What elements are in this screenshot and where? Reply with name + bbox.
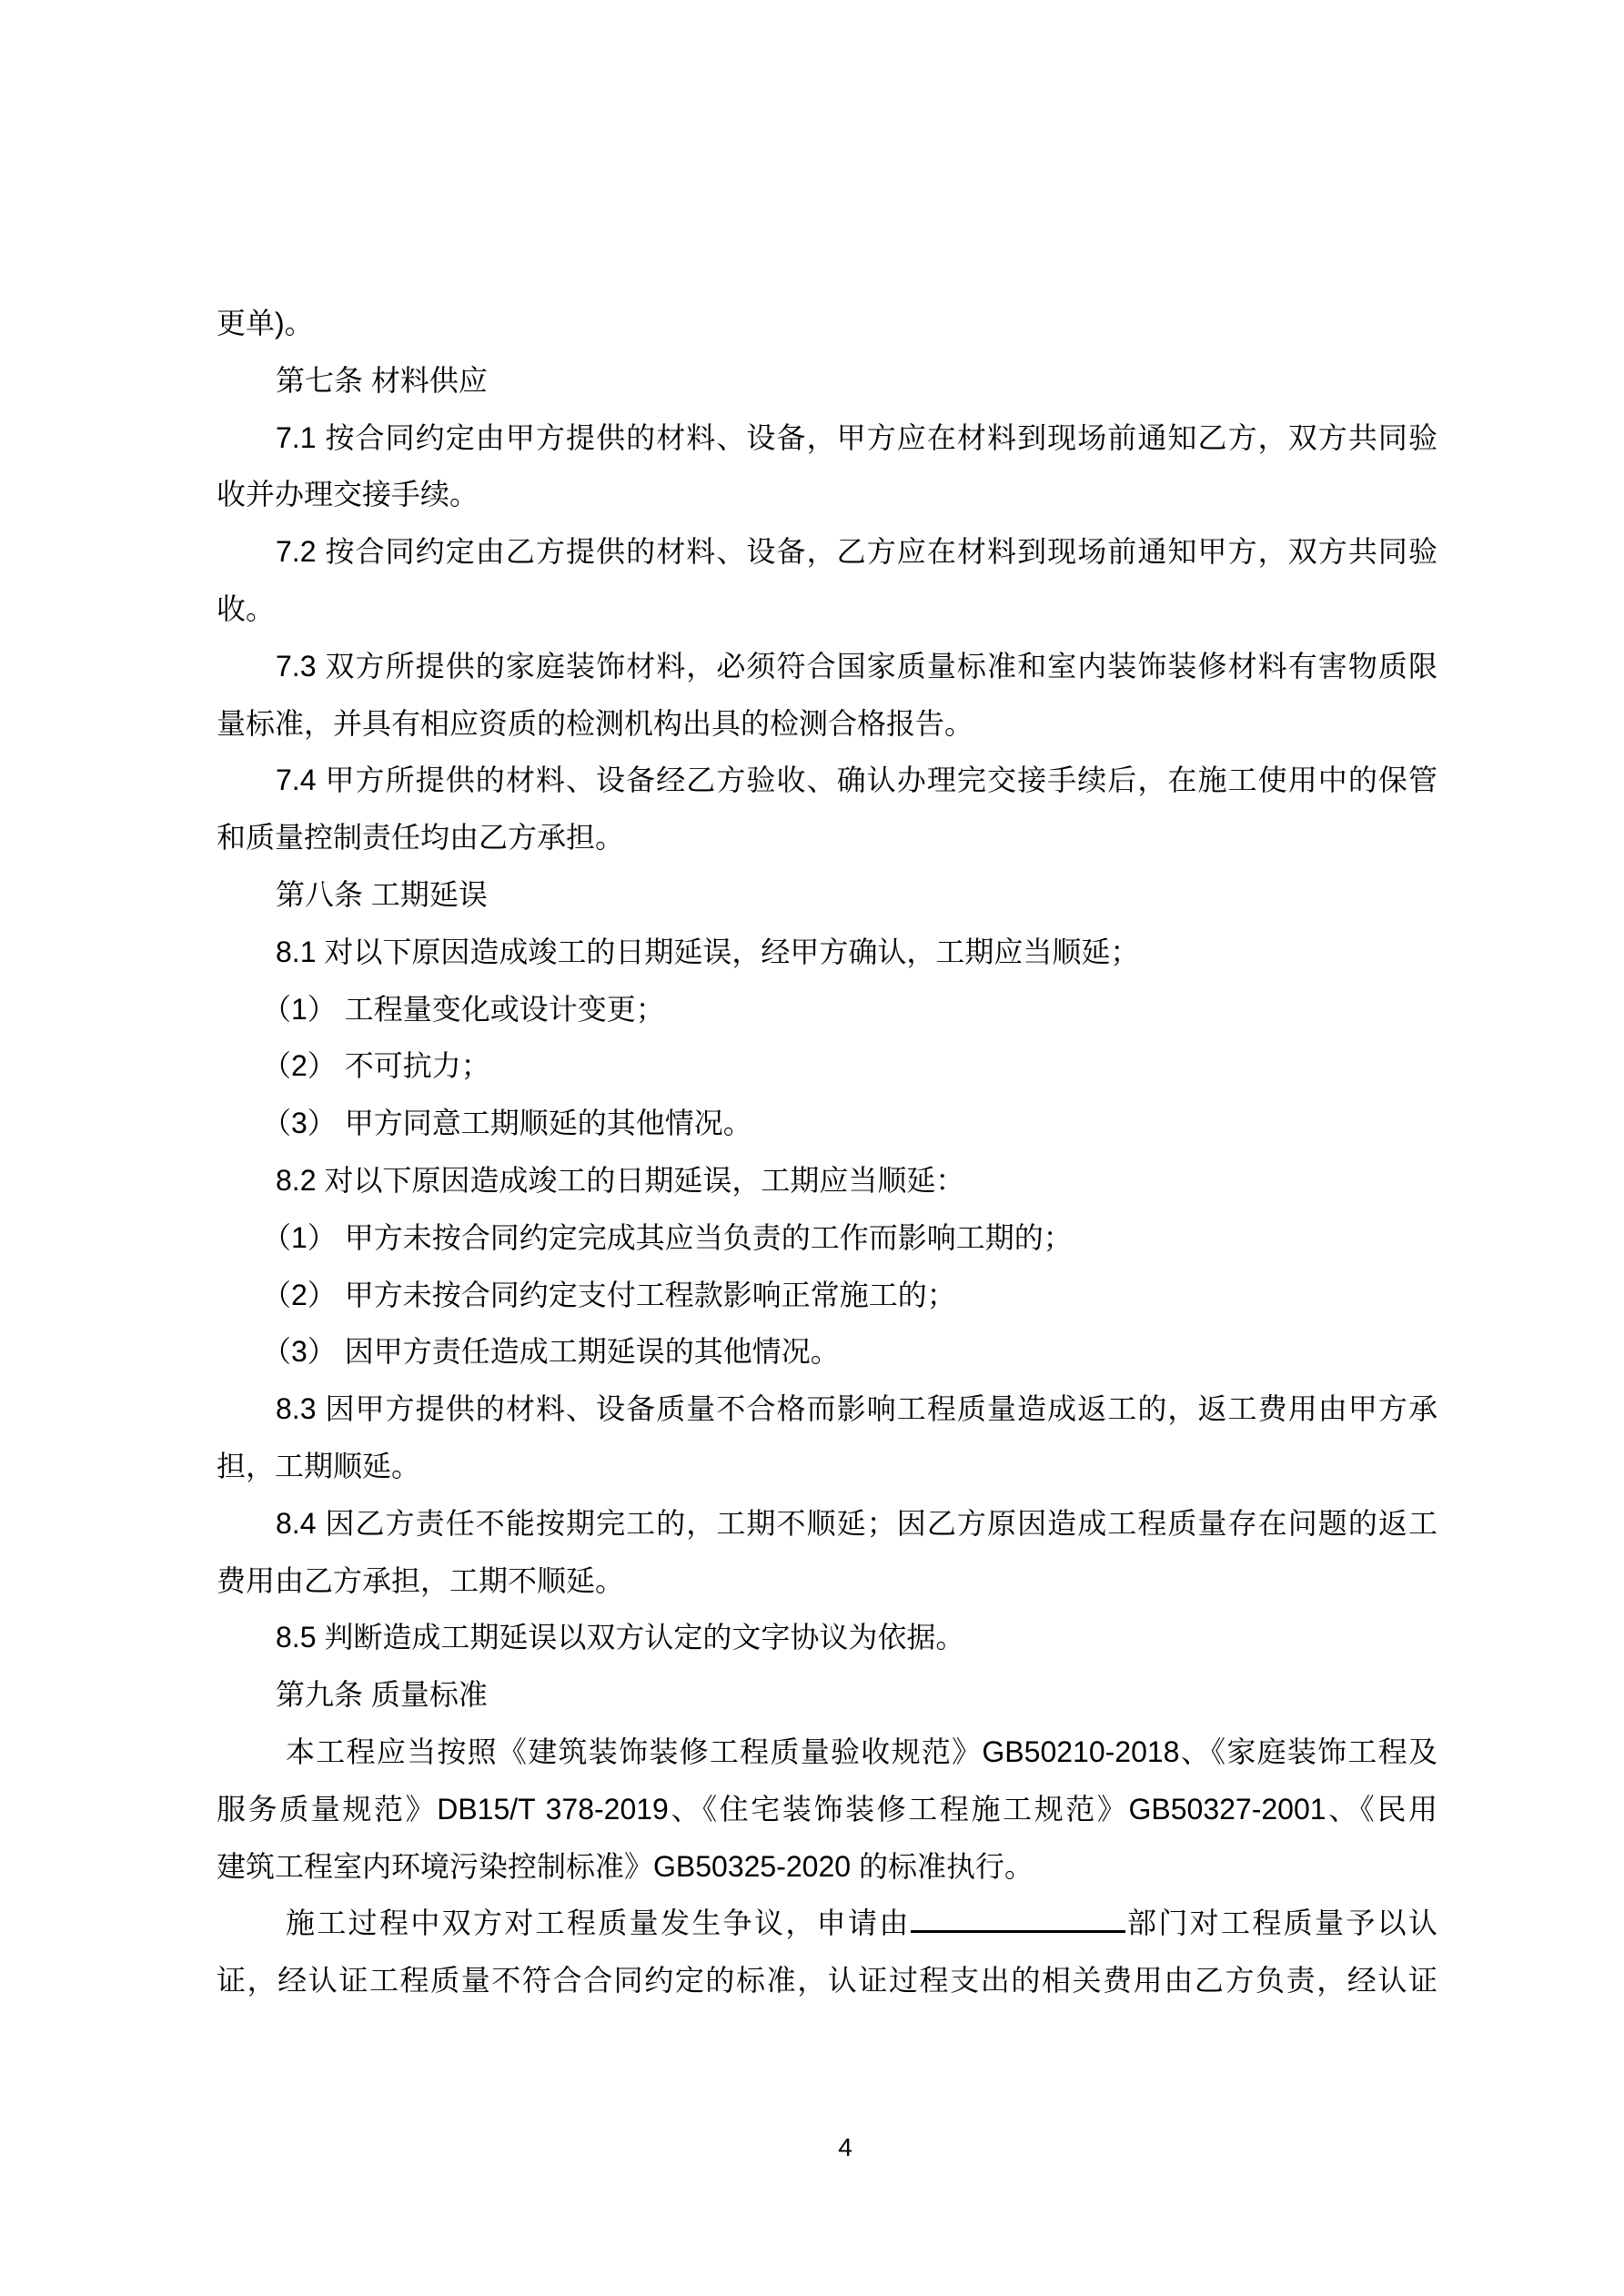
text-line: 收。	[217, 592, 276, 625]
text-line: 7.4 甲方所提供的材料、设备经乙方验收、确认办理完交接手续后，在施工使用中的保管	[276, 764, 1437, 797]
text-line: 证，经认证工程质量不符合合同约定的标准，认证过程支出的相关费用由乙方负责，经认证	[217, 1964, 1437, 1998]
text-line: 第八条 工期延误	[276, 877, 488, 911]
text-line: （1） 工程量变化或设计变更；	[262, 992, 665, 1026]
text-line: 和质量控制责任均由乙方承担。	[217, 821, 625, 855]
text-segment: 施工过程中双方对工程质量发生争议，申请由	[286, 1907, 911, 1940]
fill-in-blank	[911, 1923, 1125, 1933]
text-line: 更单)。	[217, 307, 314, 339]
text-line: （3） 因甲方责任造成工期延误的其他情况。	[262, 1335, 840, 1369]
text-line: （3） 甲方同意工期顺延的其他情况。	[262, 1107, 752, 1140]
text-line: 第七条 材料供应	[276, 363, 488, 397]
text-line: 费用由乙方承担，工期不顺延。	[217, 1563, 625, 1597]
text-line: 量标准，并具有相应资质的检测机构出具的检测合格报告。	[217, 706, 974, 740]
document-body	[217, 295, 1437, 2009]
text-line: （1） 甲方未按合同约定完成其应当负责的工作而影响工期的；	[262, 1220, 1073, 1254]
text-line: 建筑工程室内环境污染控制标准》GB50325-2020 的标准执行。	[217, 1849, 1034, 1883]
text-line: 第九条 质量标准	[276, 1678, 488, 1712]
text-line: 收并办理交接手续。	[217, 478, 479, 511]
text-line	[217, 1895, 1437, 1952]
text-line: 服务质量规范》DB15/T 378-2019、《住宅装饰装修工程施工规范》GB50327-2001、《民用	[217, 1792, 1437, 1826]
text-line: 7.3 双方所提供的家庭装饰材料，必须符合国家质量标准和室内装饰装修材料有害物质限	[276, 649, 1437, 683]
page-number: 4	[838, 2133, 852, 2161]
text-line: （2） 甲方未按合同约定支付工程款影响正常施工的；	[262, 1278, 956, 1311]
text-segment: 部门对工程质量予以认	[1125, 1907, 1437, 1940]
text-line: 8.2 对以下原因造成竣工的日期延误，工期应当顺延：	[276, 1163, 965, 1197]
text-line: 8.3 因甲方提供的材料、设备质量不合格而影响工程质量造成返工的，返工费用由甲方承	[276, 1392, 1437, 1426]
text-line: （2） 不可抗力；	[262, 1049, 490, 1083]
text-line: 8.5 判断造成工期延误以双方认定的文字协议为依据。	[276, 1621, 965, 1654]
text-line: 本工程应当按照《建筑装饰装修工程质量验收规范》GB50210-2018、《家庭装饰工程及	[286, 1735, 1437, 1768]
text-line: 8.1 对以下原因造成竣工的日期延误，经甲方确认，工期应当顺延；	[276, 935, 1140, 968]
text-line: 7.1 按合同约定由甲方提供的材料、设备，甲方应在材料到现场前通知乙方，双方共同验	[276, 420, 1437, 454]
text-line: 7.2 按合同约定由乙方提供的材料、设备，乙方应在材料到现场前通知甲方，双方共同验	[276, 535, 1437, 569]
text-line: 8.4 因乙方责任不能按期完工的，工期不顺延；因乙方原因造成工程质量存在问题的返工	[276, 1506, 1437, 1540]
text-line: 担，工期顺延。	[217, 1449, 421, 1482]
